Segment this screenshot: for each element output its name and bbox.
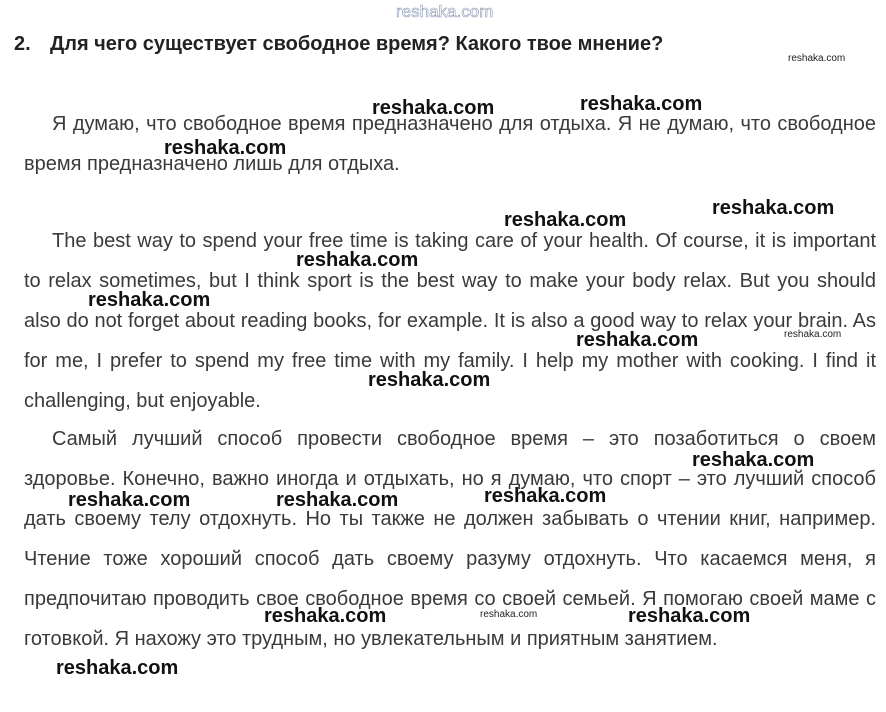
watermark: reshaka.com [788, 53, 846, 64]
question-text: Для чего существует свободное время? Какого твое мнение? [50, 33, 664, 55]
watermark: reshaka.com [784, 329, 842, 340]
paragraph-russian-opinion: Я думаю, что свободное время предназначено для отдыха. Я не думаю, что свободное время предназначено лишь для отдыха. [24, 113, 876, 175]
question-number: 2. [14, 33, 31, 55]
watermark: reshaka.com [276, 489, 399, 511]
watermark: reshaka.com [164, 137, 287, 159]
watermark: reshaka.com [580, 93, 703, 115]
watermark: reshaka.com [504, 209, 627, 231]
question-heading [14, 30, 874, 58]
watermark: reshaka.com [368, 369, 491, 391]
watermark: reshaka.com [484, 485, 607, 507]
watermark: reshaka.com [692, 449, 815, 471]
watermark: reshaka.com [264, 605, 387, 627]
watermark-header: reshaka.com [396, 2, 494, 21]
watermark: reshaka.com [628, 605, 751, 627]
paragraph-english-answer: The best way to spend your free time is taking care of your health. Of course, it is important to relax sometimes, but I think sport is the best way to make your body relax. But you should also do not forget about reading books, for example. It is also a good way to relax your brain. As for me, I prefer to spend my free time with my family. I help my mother with cooking. I find it challenging, but enjoyable. [24, 230, 876, 412]
watermark: reshaka.com [480, 609, 538, 620]
watermark: reshaka.com [576, 329, 699, 351]
watermark: reshaka.com [68, 489, 191, 511]
watermark: reshaka.com [56, 657, 179, 679]
watermark: reshaka.com [296, 249, 419, 271]
watermark: reshaka.com [712, 197, 835, 219]
watermark: reshaka.com [88, 289, 211, 311]
watermark: reshaka.com [372, 97, 495, 119]
paragraph-russian-translation: Самый лучший способ провести свободное время – это позаботиться о своем здоровье. Конечно, важно иногда и отдыхать, но я думаю, что спорт – это лучший способ дать своему телу отдохнуть. Но ты также не должен забывать о чтении книг, например. Чтение тоже хороший способ дать своему разуму отдохнуть. Что касаемся меня, я предпочитаю проводить свое свободное время со своей семьей. Я помогаю своей маме с готовкой. Я нахожу это трудным, но увлекательным и приятным занятием. [24, 428, 876, 650]
